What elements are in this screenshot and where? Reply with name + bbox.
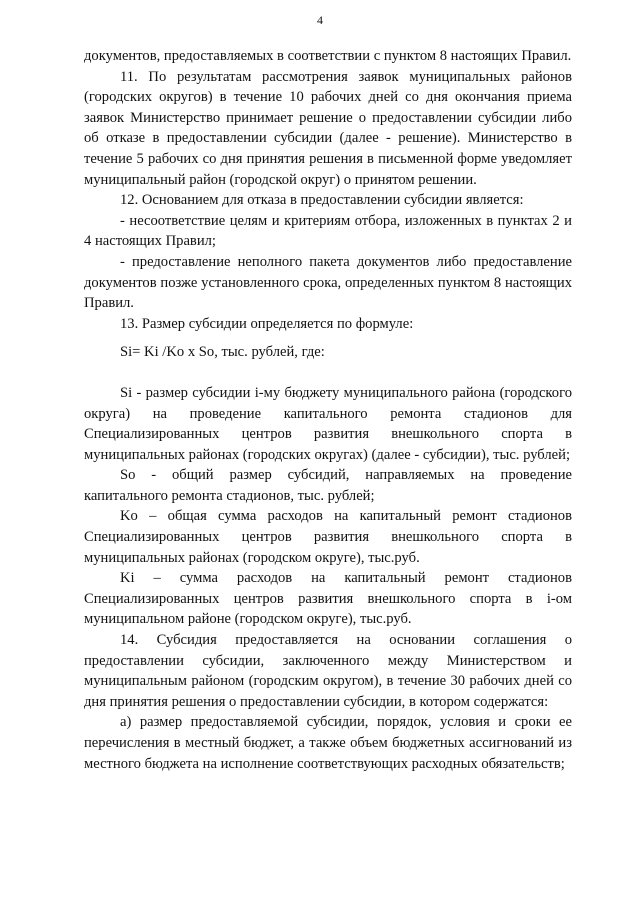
definition-si: Si - размер субсидии i-му бюджету муниципального района (городского округа) на проведение капитального ремонта стадионов для Специализированных центров развития внешкольного спорта в муниципальных районах (городских округах) (далее - субсидии), тыс. рублей;	[84, 384, 572, 463]
paragraph-item-13: 13. Размер субсидии определяется по формуле:	[120, 315, 414, 332]
definition-so: So - общий размер субсидий, направляемых на проведение капитального ремонта стадионов, тыс. рублей;	[84, 467, 572, 504]
paragraph-item-14: 14. Субсидия предоставляется на основании соглашения о предоставлении субсидии, заключенного между Министерством и муниципальным районом (городским округом), в течение 30 рабочих дней со дня принятия решения о предоставлении субсидии, в котором содержатся:	[84, 632, 572, 710]
paragraph-subitem-a: а) размер предоставляемой субсидии, порядок, условия и сроки ее перечисления в местный бюджет, а также объем бюджетных ассигнований из местного бюджета на исполнение соответствующих расходных обязательств;	[84, 714, 572, 772]
definition-ko: Ko – общая сумма расходов на капитальный ремонт стадионов Специализированных центров развития внешкольного спорта в муниципальных районах (городском округе), тыс.руб.	[84, 508, 572, 566]
paragraph-item-11: 11. По результатам рассмотрения заявок муниципальных районов (городских округов) в течение 10 рабочих дней со дня окончания приема заявок Министерство принимает решение о предоставлении субсидии либо об отказе в предоставлении субсидии (далее - решение). Министерство в течение 5 рабочих со дня принятия решения в письменной форме уведомляет муниципальный район (городской округ) о принятом решении.	[84, 68, 572, 188]
definition-ki: Ki – сумма расходов на капитальный ремонт стадионов Специализированных центров развития внешкольного спорта в i-ом муниципальном районе (городском округе), тыс.руб.	[84, 570, 572, 628]
paragraph-bullet-documents: - предоставление неполного пакета документов либо предоставление документов позже установленного срока, определенных пунктом 8 настоящих Правил.	[84, 253, 572, 312]
paragraph-item-12: 12. Основанием для отказа в предоставлении субсидии является:	[120, 192, 524, 209]
formula: Si= Ki /Ko x So, тыс. рублей, где:	[120, 344, 325, 361]
paragraph-bullet-criteria: - несоответствие целям и критериям отбора, изложенных в пунктах 2 и 4 настоящих Правил;	[84, 212, 572, 250]
document-body	[84, 46, 572, 774]
page-number: 4	[317, 13, 323, 27]
paragraph-continuation: документов, предоставляемых в соответствии с пунктом 8 настоящих Правил.	[84, 48, 572, 64]
